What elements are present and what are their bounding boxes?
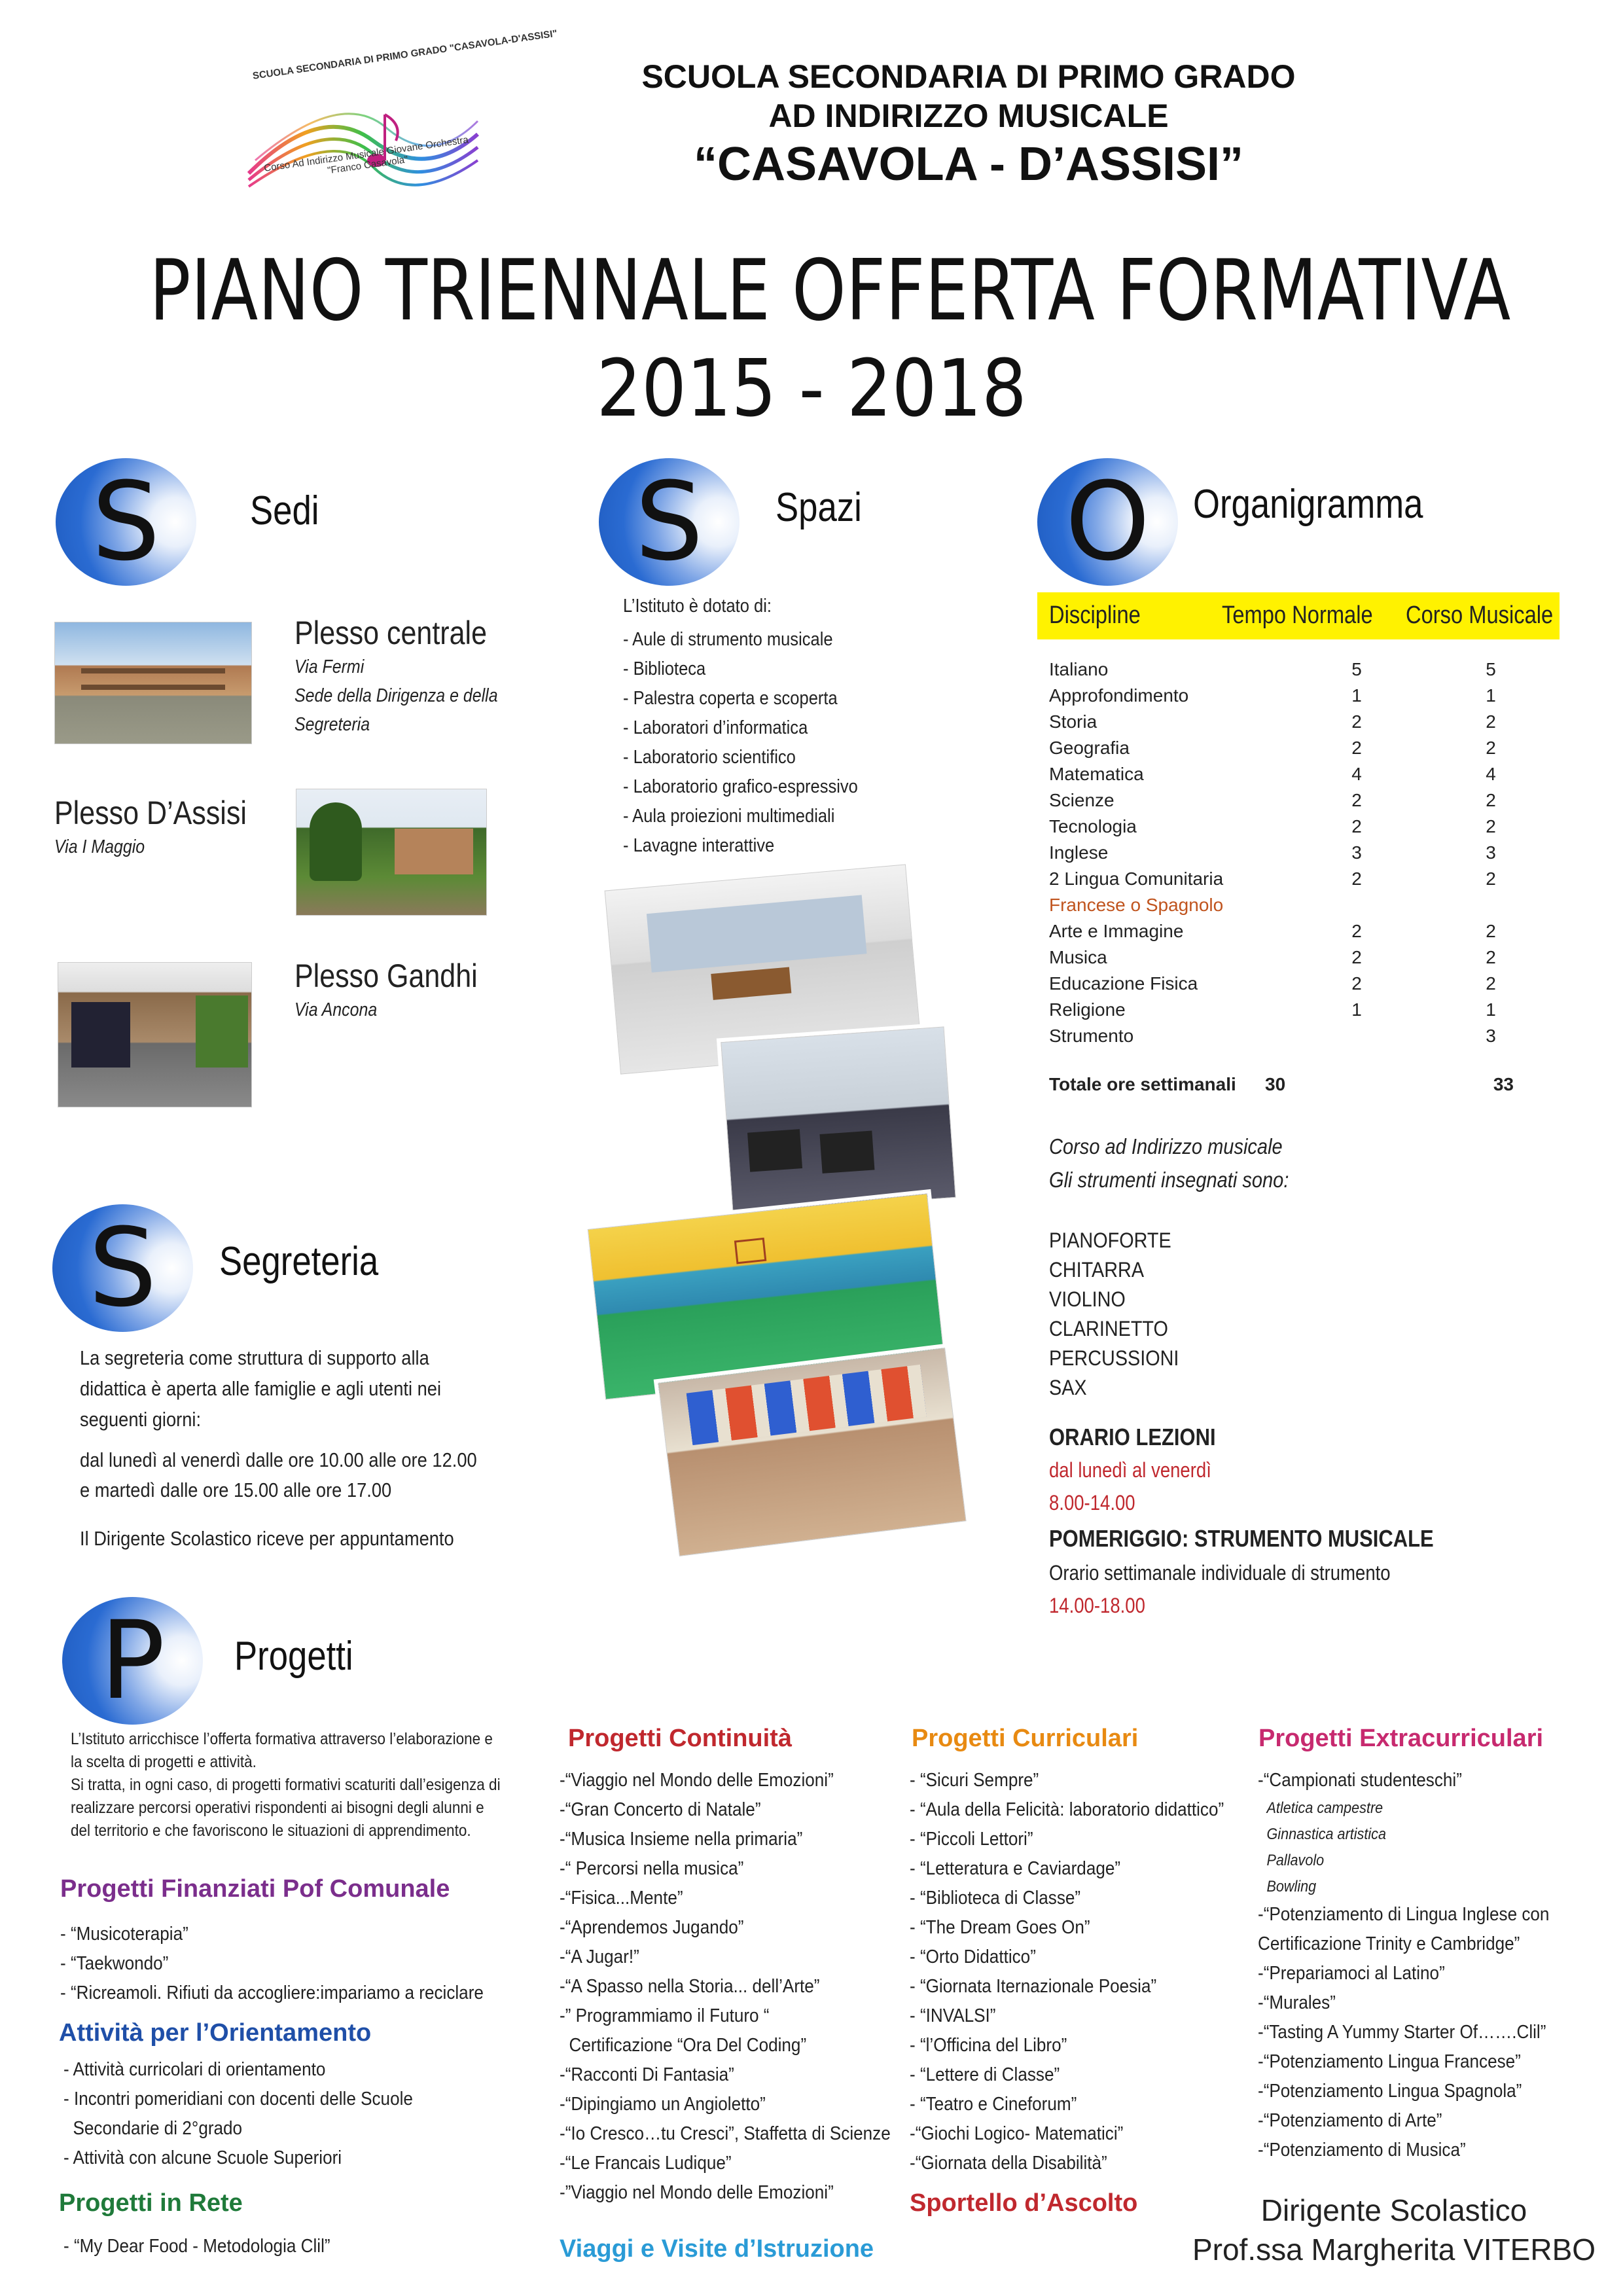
curricolari-list bbox=[910, 1766, 1259, 2178]
strumento-item: VIOLINO bbox=[1049, 1287, 1126, 1311]
intro-line: realizzare percorsi operativi rispondenti ai bisogni degli alunni e bbox=[71, 1799, 484, 1817]
total-label: Totale ore settimanali bbox=[1049, 1074, 1236, 1094]
segreteria-p1-line1: La segreteria come struttura di supporto alla bbox=[80, 1346, 429, 1369]
sportello-title: Sportello d’Ascolto bbox=[910, 2189, 1138, 2217]
organigramma-letter: O bbox=[1065, 459, 1150, 584]
pof-title: Progetti Finanziati Pof Comunale bbox=[60, 1875, 450, 1903]
continuita-item: -“Gran Concerto di Natale” bbox=[560, 1799, 761, 1820]
pof-item: - “Ricreamoli. Rifiuti da accogliere:impariamo a reciclare bbox=[60, 1982, 484, 2003]
spazi-item: - Aule di strumento musicale bbox=[623, 629, 833, 650]
footer-line1: Dirigente Scolastico bbox=[1260, 2193, 1527, 2227]
strumento-item: PIANOFORTE bbox=[1049, 1229, 1171, 1252]
row-corso-musicale: 3 bbox=[1486, 842, 1496, 863]
logo-text-top: SCUOLA SECONDARIA DI PRIMO GRADO "CASAVOLA-D'ASSISI" bbox=[252, 27, 558, 82]
orientamento-list bbox=[63, 2055, 452, 2173]
curricolari-item: - “Biblioteca di Classe” bbox=[910, 1888, 1081, 1909]
intro-line: Si tratta, in ogni caso, di progetti formativi scaturiti dall’esigenza di bbox=[71, 1776, 501, 1794]
logo-text-bottom: Corso Ad Indirizzo Musicale Giovane Orchestra "Franco Casavola" bbox=[263, 134, 469, 177]
header-tempo-normale: Tempo Normale bbox=[1222, 601, 1373, 629]
continuita-item: -“Dipingiamo un Angioletto” bbox=[560, 2094, 766, 2115]
row-corso-musicale: 3 bbox=[1486, 1026, 1496, 1046]
row-discipline: Arte e Immagine bbox=[1049, 921, 1184, 941]
curricolari-item: - “Letteratura e Caviardage” bbox=[910, 1858, 1121, 1879]
table-row bbox=[1049, 840, 1560, 866]
row-discipline: Geografia bbox=[1049, 738, 1130, 758]
page-years-text: 2015 - 2018 bbox=[596, 344, 1027, 435]
sedi-item-2-line1: Via I Maggio bbox=[54, 836, 145, 857]
segreteria-letter: S bbox=[88, 1205, 157, 1331]
row-corso-musicale: 2 bbox=[1486, 711, 1496, 732]
curricolari-item: - “Lettere di Classe” bbox=[910, 2064, 1060, 2085]
continuita-item: -“Aprendemos Jugando” bbox=[560, 1917, 744, 1938]
spazi-list bbox=[623, 625, 858, 861]
strumenti-list bbox=[1049, 1226, 1179, 1403]
pomeriggio-text: Orario settimanale individuale di strumento bbox=[1049, 1561, 1391, 1585]
header-corso-musicale: Corso Musicale bbox=[1406, 601, 1554, 629]
row-tempo-normale: 1 bbox=[1351, 685, 1362, 706]
segreteria-p1-line2: didattica è aperta alle famiglie e agli utenti nei bbox=[80, 1377, 442, 1400]
segreteria-p1-line3: seguenti giorni: bbox=[80, 1408, 202, 1431]
extra-item: Bowling bbox=[1266, 1878, 1317, 1895]
table-row bbox=[1049, 997, 1560, 1023]
continuita-title: Progetti Continuità bbox=[568, 1725, 792, 1752]
organigramma-table-header bbox=[1037, 592, 1560, 639]
row-corso-musicale: 2 bbox=[1486, 738, 1496, 758]
extra-item: Certificazione Trinity e Cambridge” bbox=[1258, 1933, 1520, 1954]
strumento-item: CHITARRA bbox=[1049, 1258, 1145, 1282]
row-tempo-normale: 2 bbox=[1351, 816, 1362, 836]
intro-line: L’Istituto arricchisce l’offerta formativa attraverso l’elaborazione e bbox=[71, 1730, 493, 1748]
organigramma-title: Organigramma bbox=[1193, 482, 1423, 527]
row-tempo-normale: 2 bbox=[1351, 711, 1362, 732]
progetti-letter: P bbox=[99, 1598, 166, 1723]
table-total-row bbox=[1049, 1071, 1560, 1098]
spazi-intro: L’Istituto è dotato di: bbox=[623, 596, 772, 617]
sedi-item-1-line3: Segreteria bbox=[294, 714, 370, 735]
sedi-item-1-name: Plesso centrale bbox=[294, 615, 487, 651]
row-tempo-normale: 1 bbox=[1351, 999, 1362, 1020]
sedi-item-3-line1: Via Ancona bbox=[294, 999, 378, 1020]
row-corso-musicale: 1 bbox=[1486, 685, 1496, 706]
spazi-item: - Palestra coperta e scoperta bbox=[623, 688, 838, 709]
segreteria-p2-line1: dal lunedì al venerdì dalle ore 10.00 alle ore 12.00 bbox=[80, 1448, 477, 1471]
table-row bbox=[1049, 892, 1560, 918]
extra-item: Atletica campestre bbox=[1266, 1799, 1383, 1817]
row-corso-musicale: 2 bbox=[1486, 973, 1496, 994]
row-tempo-normale: 2 bbox=[1351, 973, 1362, 994]
row-discipline: 2 Lingua Comunitaria bbox=[1049, 869, 1224, 889]
continuita-item: -” Programmiamo il Futuro “ bbox=[560, 2005, 770, 2026]
table-row bbox=[1049, 709, 1560, 735]
orientamento-title: Attività per l’Orientamento bbox=[59, 2019, 372, 2047]
sedi-circle bbox=[56, 458, 196, 586]
orientamento-item: - Attività curricolari di orientamento bbox=[63, 2059, 326, 2080]
row-corso-musicale: 1 bbox=[1486, 999, 1496, 1020]
row-discipline: Inglese bbox=[1049, 842, 1109, 863]
strumento-item: CLARINETTO bbox=[1049, 1317, 1168, 1340]
school-name: “CASAVOLA - D’ASSISI” bbox=[693, 138, 1244, 190]
extra-item: -“Murales” bbox=[1258, 1992, 1336, 2013]
spazi-item: - Lavagne interattive bbox=[623, 835, 775, 856]
intro-line: la scelta di progetti e attività. bbox=[71, 1753, 257, 1771]
extra-item: -“Potenziamento di Lingua Inglese con bbox=[1258, 1904, 1550, 1925]
curricolari-item: - “INVALSI” bbox=[910, 2005, 996, 2026]
orientamento-item: - Attività con alcune Scuole Superiori bbox=[63, 2147, 342, 2168]
row-discipline: Tecnologia bbox=[1049, 816, 1137, 836]
organigramma-circle bbox=[1037, 458, 1178, 586]
extra-item: -“Potenziamento di Musica” bbox=[1258, 2140, 1466, 2161]
extra-item: -“Tasting A Yummy Starter Of…….Clil” bbox=[1258, 2022, 1546, 2043]
continuita-item: -“Racconti Di Fantasia” bbox=[560, 2064, 734, 2085]
row-tempo-normale: 2 bbox=[1351, 947, 1362, 967]
row-corso-musicale: 2 bbox=[1486, 869, 1496, 889]
orario-days: dal lunedì al venerdì bbox=[1049, 1458, 1211, 1482]
orario-title: ORARIO LEZIONI bbox=[1049, 1424, 1216, 1450]
row-corso-musicale: 2 bbox=[1486, 816, 1496, 836]
curricolari-item: - “Teatro e Cineforum” bbox=[910, 2094, 1077, 2115]
strumento-item: SAX bbox=[1049, 1376, 1087, 1399]
spazi-title: Spazi bbox=[776, 485, 862, 530]
spazi-letter: S bbox=[635, 459, 704, 584]
sedi-item-1-line2: Sede della Dirigenza e della bbox=[294, 685, 498, 706]
total-corso-musicale: 33 bbox=[1493, 1074, 1514, 1094]
photo-laboratorio-informatica bbox=[721, 1026, 955, 1213]
table-row bbox=[1049, 787, 1560, 814]
total-tempo-normale: 30 bbox=[1265, 1074, 1286, 1094]
spazi-circle bbox=[599, 458, 740, 586]
continuita-item: -“Io Cresco…tu Cresci”, Staffetta di Scienze bbox=[560, 2123, 891, 2144]
continuita-item: -“A Jugar!” bbox=[560, 1946, 639, 1967]
photo-plesso-centrale bbox=[54, 622, 252, 744]
school-line2: AD INDIRIZZO MUSICALE bbox=[768, 98, 1169, 134]
row-corso-musicale: 2 bbox=[1486, 921, 1496, 941]
continuita-list bbox=[560, 1766, 927, 2208]
row-tempo-normale: 2 bbox=[1351, 869, 1362, 889]
row-tempo-normale: 2 bbox=[1351, 738, 1362, 758]
row-tempo-normale: 5 bbox=[1351, 659, 1362, 679]
row-tempo-normale: 3 bbox=[1351, 842, 1362, 863]
row-discipline: Educazione Fisica bbox=[1049, 973, 1198, 994]
pof-item: - “Musicoterapia” bbox=[60, 1924, 188, 1945]
corso-line1: Corso ad Indirizzo musicale bbox=[1049, 1134, 1283, 1158]
spazi-item: - Laboratorio scientifico bbox=[623, 747, 796, 768]
continuita-item: -“Viaggio nel Mondo delle Emozioni” bbox=[560, 1770, 834, 1791]
row-tempo-normale: 2 bbox=[1351, 921, 1362, 941]
curricolari-item: - “Piccoli Lettori” bbox=[910, 1829, 1033, 1850]
table-row bbox=[1049, 918, 1560, 944]
extra-item: -“Potenziamento Lingua Spagnola” bbox=[1258, 2081, 1522, 2102]
organigramma-table-body bbox=[1049, 656, 1560, 1098]
row-discipline: Religione bbox=[1049, 999, 1126, 1020]
row-discipline: Italiano bbox=[1049, 659, 1109, 679]
table-row bbox=[1049, 683, 1560, 709]
sedi-title: Sedi bbox=[250, 488, 319, 533]
curricolari-item: - “l’Officina del Libro” bbox=[910, 2035, 1067, 2056]
pomeriggio-hours: 14.00-18.00 bbox=[1049, 1594, 1145, 1617]
progetti-intro bbox=[71, 1728, 501, 1842]
rete-title: Progetti in Rete bbox=[59, 2189, 243, 2217]
sedi-item-2-name: Plesso D’Assisi bbox=[54, 795, 247, 831]
sedi-item-1-line1: Via Fermi bbox=[294, 656, 365, 677]
row-corso-musicale: 5 bbox=[1486, 659, 1496, 679]
extra-item: -“Campionati studenteschi” bbox=[1258, 1770, 1462, 1791]
page-title-text: PIANO TRIENNALE OFFERTA FORMATIVA bbox=[149, 242, 1511, 340]
table-row bbox=[1049, 866, 1560, 892]
extra-title: Progetti Extracurriculari bbox=[1258, 1725, 1544, 1752]
extra-item: -“Prepariamoci al Latino” bbox=[1258, 1963, 1445, 1984]
progetti-title: Progetti bbox=[234, 1634, 353, 1679]
row-discipline: Scienze bbox=[1049, 790, 1115, 810]
extra-item: Pallavolo bbox=[1266, 1852, 1325, 1869]
footer-line2: Prof.ssa Margherita VITERBO bbox=[1192, 2233, 1596, 2267]
photo-plesso-gandhi bbox=[58, 962, 252, 1107]
table-row bbox=[1049, 814, 1560, 840]
curricolari-item: - “Aula della Felicità: laboratorio didattico” bbox=[910, 1799, 1224, 1820]
row-corso-musicale: 2 bbox=[1486, 790, 1496, 810]
school-line1: SCUOLA SECONDARIA DI PRIMO GRADO bbox=[641, 58, 1296, 95]
table-row bbox=[1049, 761, 1560, 787]
continuita-item: -”Viaggio nel Mondo delle Emozioni” bbox=[560, 2182, 834, 2203]
pomeriggio-title: POMERIGGIO: STRUMENTO MUSICALE bbox=[1049, 1525, 1434, 1552]
row-corso-musicale: 4 bbox=[1486, 764, 1496, 784]
orario-hours: 8.00-14.00 bbox=[1049, 1491, 1135, 1515]
continuita-item: -“Fisica...Mente” bbox=[560, 1888, 683, 1909]
row-discipline: Strumento bbox=[1049, 1026, 1134, 1046]
row-tempo-normale: 4 bbox=[1351, 764, 1362, 784]
extra-item: -“Potenziamento Lingua Francese” bbox=[1258, 2051, 1521, 2072]
spazi-item: - Laboratorio grafico-espressivo bbox=[623, 776, 858, 797]
row-corso-musicale: 2 bbox=[1486, 947, 1496, 967]
continuita-item: -“A Spasso nella Storia... dell’Arte” bbox=[560, 1976, 820, 1997]
continuita-item: -“Musica Insieme nella primaria” bbox=[560, 1829, 803, 1850]
progetti-circle bbox=[62, 1597, 203, 1725]
spazi-item: - Laboratori d’informatica bbox=[623, 717, 808, 738]
pof-list bbox=[60, 1920, 531, 2008]
page-title bbox=[0, 242, 1623, 340]
table-row bbox=[1049, 656, 1560, 683]
header-discipline: Discipline bbox=[1049, 601, 1141, 629]
table-row bbox=[1049, 735, 1560, 761]
curricolari-item: -“Giornata della Disabilità” bbox=[910, 2153, 1107, 2174]
table-row bbox=[1049, 971, 1560, 997]
row-discipline-note: Francese o Spagnolo bbox=[1049, 895, 1224, 915]
strumento-item: PERCUSSIONI bbox=[1049, 1346, 1179, 1370]
sedi-letter: S bbox=[92, 459, 160, 584]
row-discipline: Matematica bbox=[1049, 764, 1144, 784]
row-discipline: Storia bbox=[1049, 711, 1097, 732]
orientamento-item: - Incontri pomeridiani con docenti delle Scuole bbox=[63, 2089, 413, 2109]
continuita-item: Certificazione “Ora Del Coding” bbox=[560, 2035, 807, 2056]
segreteria-p3: Il Dirigente Scolastico riceve per appuntamento bbox=[80, 1527, 454, 1550]
sedi-item-3-name: Plesso Gandhi bbox=[294, 958, 478, 994]
curricolari-item: - “Giornata Iternazionale Poesia” bbox=[910, 1976, 1157, 1997]
row-discipline: Approfondimento bbox=[1049, 685, 1189, 706]
continuita-item: -“Le Francais Ludique” bbox=[560, 2153, 732, 2174]
extra-item: -“Potenziamento di Arte” bbox=[1258, 2110, 1442, 2131]
segreteria-circle bbox=[52, 1204, 193, 1332]
curricolari-item: - “The Dream Goes On” bbox=[910, 1917, 1090, 1938]
segreteria-title: Segreteria bbox=[219, 1239, 379, 1284]
continuita-item: -“ Percorsi nella musica” bbox=[560, 1858, 744, 1879]
intro-line: del territorio e che favoriscono le situazioni di apprendimento. bbox=[71, 1821, 471, 1840]
curricolari-item: - “Sicuri Sempre” bbox=[910, 1770, 1039, 1791]
rete-item: - “My Dear Food - Metodologia Clil” bbox=[63, 2236, 330, 2257]
extra-item: Ginnastica artistica bbox=[1266, 1825, 1386, 1843]
page-years bbox=[0, 344, 1623, 435]
curricolari-title: Progetti Curriculari bbox=[912, 1725, 1139, 1752]
footer-signature bbox=[1191, 2193, 1597, 2267]
segreteria-p2-line2: e martedì dalle ore 15.00 alle ore 17.00 bbox=[80, 1479, 392, 1501]
row-tempo-normale: 2 bbox=[1351, 790, 1362, 810]
rete-list bbox=[63, 2232, 360, 2261]
table-row bbox=[1049, 944, 1560, 971]
table-row bbox=[1049, 1023, 1560, 1049]
viaggi-title: Viaggi e Visite d’Istruzione bbox=[560, 2235, 874, 2263]
spazi-item: - Aula proiezioni multimediali bbox=[623, 806, 835, 827]
orientamento-item: Secondarie di 2°grado bbox=[63, 2118, 243, 2139]
photo-plesso-dassisi bbox=[296, 789, 487, 916]
curricolari-item: - “Orto Didattico” bbox=[910, 1946, 1036, 1967]
row-discipline: Musica bbox=[1049, 947, 1107, 967]
curricolari-item: -“Giochi Logico- Matematici” bbox=[910, 2123, 1124, 2144]
corso-line2: Gli strumenti insegnati sono: bbox=[1049, 1168, 1289, 1192]
pof-item: - “Taekwondo” bbox=[60, 1953, 169, 1974]
extra-list bbox=[1258, 1766, 1582, 2165]
spazi-item: - Biblioteca bbox=[623, 658, 706, 679]
photo-aula-grafico bbox=[658, 1348, 966, 1556]
